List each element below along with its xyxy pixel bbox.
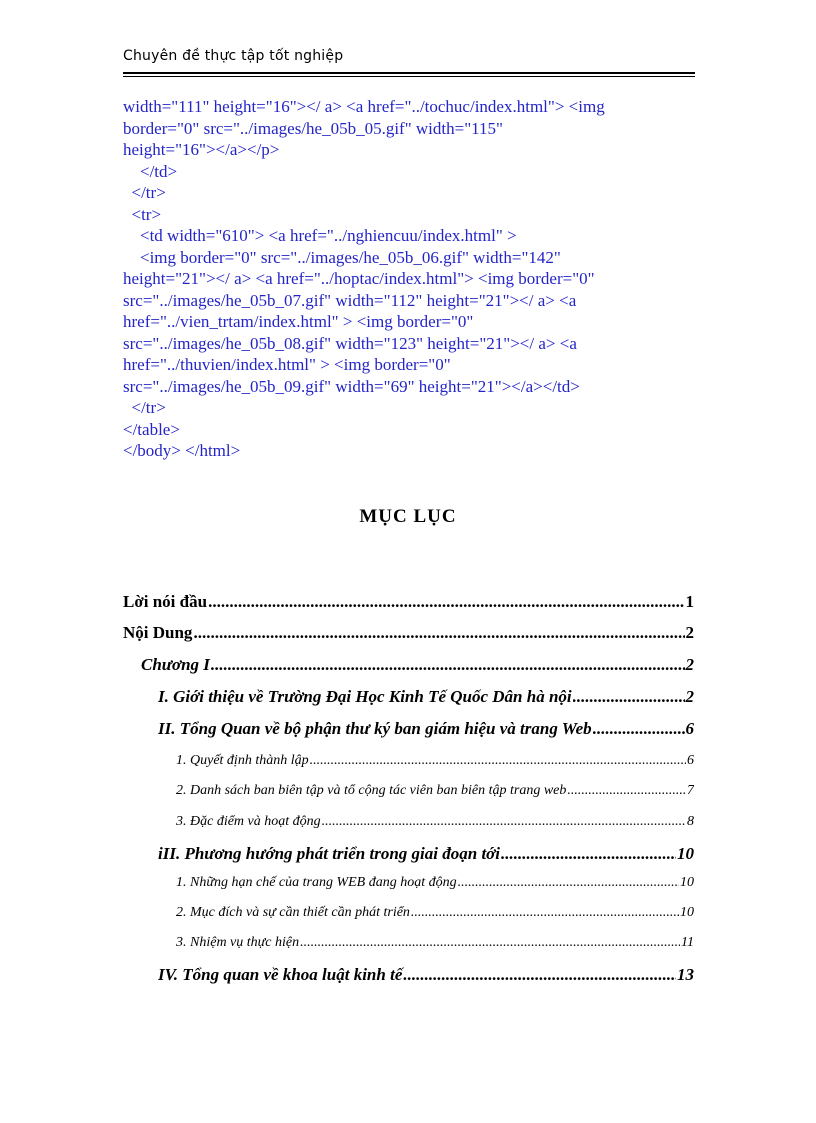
code-line: </td> — [123, 161, 178, 181]
toc-entry-text: 3. Đặc điểm và hoạt động — [176, 814, 321, 829]
toc-entry-text: IV. Tổng quan về khoa luật kinh tế — [158, 965, 403, 984]
code-line: <td width="610"> <a href="../nghiencuu/index.html" > — [123, 226, 517, 245]
toc-entry-page: 6 — [685, 719, 694, 738]
toc-dot-leader — [193, 623, 684, 643]
toc-dot-leader — [593, 719, 685, 739]
code-line: href="../thuvien/index.html" > <img border="0" — [123, 355, 451, 374]
toc-entry-text: iII. Phương hướng phát triển trong giai đoạn tới — [158, 844, 501, 863]
toc-dot-leader — [211, 655, 685, 675]
toc-entry-page: 6 — [687, 753, 694, 768]
code-line: src="../images/he_05b_08.gif" width="123" height="21"></ a> <a — [123, 333, 577, 353]
html-code-listing — [123, 96, 683, 462]
toc-entry[interactable] — [158, 844, 694, 864]
toc-entry[interactable] — [158, 719, 694, 739]
toc-entry-text: 2. Mục đích và sự cần thiết cần phát triển — [176, 905, 410, 920]
toc-entry-text: 1. Quyết định thành lập — [176, 753, 309, 768]
toc-entry-page: 1 — [685, 592, 694, 611]
toc-entry[interactable] — [176, 814, 694, 830]
toc-dot-leader — [411, 905, 679, 921]
toc-entry-page: 10 — [680, 905, 694, 920]
header-rule-thin — [123, 76, 695, 77]
toc-entry-text: I. Giới thiệu về Trường Đại Học Kinh Tế Quốc Dân hà nội — [158, 687, 572, 706]
code-line: height="16"></a></p> — [123, 140, 280, 159]
toc-entry-page: 10 — [680, 875, 694, 890]
code-line: </body> </html> — [123, 441, 241, 460]
toc-dot-leader — [310, 753, 686, 769]
toc-entry[interactable] — [176, 875, 694, 891]
toc-entry[interactable] — [158, 965, 694, 985]
toc-entry[interactable] — [176, 905, 694, 921]
toc-entry[interactable] — [158, 687, 694, 707]
code-line: width="111" height="16"></ a> <a href="../tochuc/index.html"> <img — [123, 97, 605, 116]
code-line: border="0" src="../images/he_05b_05.gif" width="115" — [123, 118, 503, 138]
toc-entry-page: 11 — [681, 935, 694, 950]
code-line: </tr> — [123, 398, 166, 417]
toc-entry-text: Lời nói đầu — [123, 592, 208, 611]
header-rule-thick — [123, 72, 695, 74]
toc-entry[interactable] — [141, 655, 694, 675]
toc-dot-leader — [322, 814, 686, 830]
page-header — [123, 48, 695, 64]
toc-entry-page: 2 — [685, 687, 694, 706]
toc-entry[interactable] — [176, 753, 694, 769]
code-line: <img border="0" src="../images/he_05b_06.gif" width="142" — [123, 247, 561, 267]
code-line: height="21"></ a> <a href="../hoptac/index.html"> <img border="0" — [123, 269, 595, 288]
toc-entry-page: 7 — [687, 783, 694, 798]
toc-dot-leader — [208, 592, 684, 612]
toc-entry[interactable] — [176, 935, 694, 951]
toc-entry-text: II. Tổng Quan về bộ phận thư ký ban giám hiệu và trang Web — [158, 719, 592, 738]
toc-entry-text: Nội Dung — [123, 623, 193, 642]
toc-dot-leader — [573, 687, 685, 707]
toc-entry-text: 3. Nhiệm vụ thực hiện — [176, 935, 300, 950]
toc-dot-leader — [300, 935, 680, 951]
toc-entry[interactable] — [123, 592, 694, 612]
toc-dot-leader — [403, 965, 676, 985]
code-line: </tr> — [123, 183, 166, 202]
code-line: src="../images/he_05b_07.gif" width="112" height="21"></ a> <a — [123, 290, 577, 310]
toc-entry[interactable] — [123, 623, 694, 643]
toc-entry-text: Chương I — [141, 655, 210, 674]
toc-entry-text: 1. Những hạn chế của trang WEB đang hoạt động — [176, 875, 457, 890]
toc-dot-leader — [501, 844, 676, 864]
toc-entry[interactable] — [176, 783, 694, 799]
toc-entry-page: 13 — [677, 965, 694, 984]
code-line: href="../vien_trtam/index.html" > <img border="0" — [123, 312, 474, 331]
toc-entry-page: 2 — [685, 655, 694, 674]
toc-entry-page: 2 — [685, 623, 694, 642]
code-line: <tr> — [123, 204, 162, 224]
toc-title: MỤC LỤC — [359, 506, 457, 527]
toc-entry-page: 8 — [687, 814, 694, 829]
header-title: Chuyên đề thực tập tốt nghiệp — [123, 48, 344, 64]
toc-dot-leader — [567, 783, 686, 799]
toc-dot-leader — [458, 875, 679, 891]
code-line: src="../images/he_05b_09.gif" width="69" height="21"></a></td> — [123, 376, 580, 396]
code-line: </table> — [123, 419, 180, 439]
toc-entry-page: 10 — [677, 844, 694, 863]
toc-entry-text: 2. Danh sách ban biên tập và tổ cộng tác viên ban biên tập trang web — [176, 783, 567, 798]
